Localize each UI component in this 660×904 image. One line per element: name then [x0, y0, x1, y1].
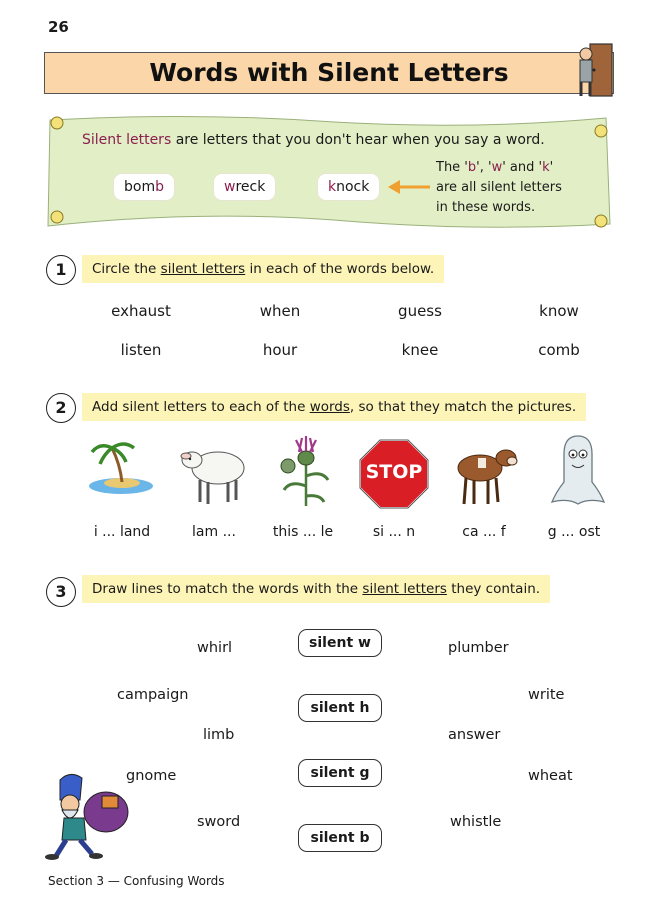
match-word-left[interactable]: whirl — [197, 640, 233, 656]
silent-letter-box[interactable]: silent b — [298, 824, 382, 852]
match-word-right[interactable]: answer — [448, 727, 501, 743]
island-icon — [86, 436, 156, 498]
silent-letter-box[interactable]: silent w — [298, 629, 382, 657]
q2-label[interactable]: i ... land — [93, 524, 151, 540]
example-word-pill: bomb — [114, 174, 174, 200]
q2-label[interactable]: si ... n — [372, 524, 416, 540]
left-arrow-icon — [386, 178, 432, 196]
intro-highlight: Silent letters — [82, 132, 172, 148]
example-word-pill: knock — [318, 174, 379, 200]
match-word-right[interactable]: write — [528, 687, 565, 703]
match-word-left[interactable]: gnome — [126, 768, 177, 784]
q1-word[interactable]: know — [539, 302, 579, 320]
gnome-character-icon — [40, 770, 132, 862]
match-word-left[interactable]: limb — [203, 727, 235, 743]
q1-word[interactable]: guess — [398, 302, 442, 320]
ghost-icon — [548, 432, 608, 508]
q1-word[interactable]: listen — [120, 341, 162, 359]
q1-word[interactable]: hour — [262, 341, 298, 359]
q1-instruction: Circle the silent letters in each of the words below. — [82, 255, 444, 283]
pin-icon — [590, 210, 612, 232]
match-word-left[interactable]: sword — [197, 814, 241, 830]
q2-label[interactable]: lam ... — [192, 524, 236, 540]
q2-label[interactable]: g ... ost — [547, 524, 601, 540]
q1-word[interactable]: when — [259, 302, 301, 320]
q2-instruction: Add silent letters to each of the words, so that they match the pictures. — [82, 393, 586, 421]
q1-word[interactable]: knee — [401, 341, 439, 359]
silent-letter-box[interactable]: silent h — [298, 694, 382, 722]
intro-rest: are letters that you don't hear when you say a word. — [171, 132, 545, 148]
question-number: 1 — [46, 255, 76, 285]
pin-icon — [46, 112, 68, 134]
pin-icon — [46, 206, 68, 228]
calf-icon — [448, 438, 522, 508]
thistle-icon — [276, 436, 336, 508]
question-number: 2 — [46, 393, 76, 423]
intro-text — [82, 132, 545, 148]
match-word-right[interactable]: plumber — [448, 640, 509, 656]
section-footer: Section 3 — Confusing Words — [48, 874, 225, 888]
question-number: 3 — [46, 577, 76, 607]
page-number: 26 — [48, 18, 69, 36]
q2-label[interactable]: ca ... f — [462, 524, 506, 540]
match-word-right[interactable]: whistle — [450, 814, 502, 830]
match-word-left[interactable]: campaign — [117, 687, 189, 703]
lamb-icon — [176, 438, 250, 508]
q1-word[interactable]: comb — [538, 341, 580, 359]
pin-icon — [590, 120, 612, 142]
example-word-pill: wreck — [214, 174, 275, 200]
silent-letters-note: The 'b', 'w' and 'k' are all silent letters in these words. — [436, 160, 562, 215]
silent-letter-box[interactable]: silent g — [298, 759, 382, 787]
q1-word[interactable]: exhaust — [111, 302, 171, 320]
q2-label[interactable]: this ... le — [272, 524, 334, 540]
man-at-door-icon — [566, 40, 616, 100]
stop-sign-text: STOP — [365, 461, 423, 483]
q3-instruction: Draw lines to match the words with the silent letters they contain. — [82, 575, 550, 603]
page-title: Words with Silent Letters — [149, 58, 509, 87]
match-word-right[interactable]: wheat — [528, 768, 573, 784]
